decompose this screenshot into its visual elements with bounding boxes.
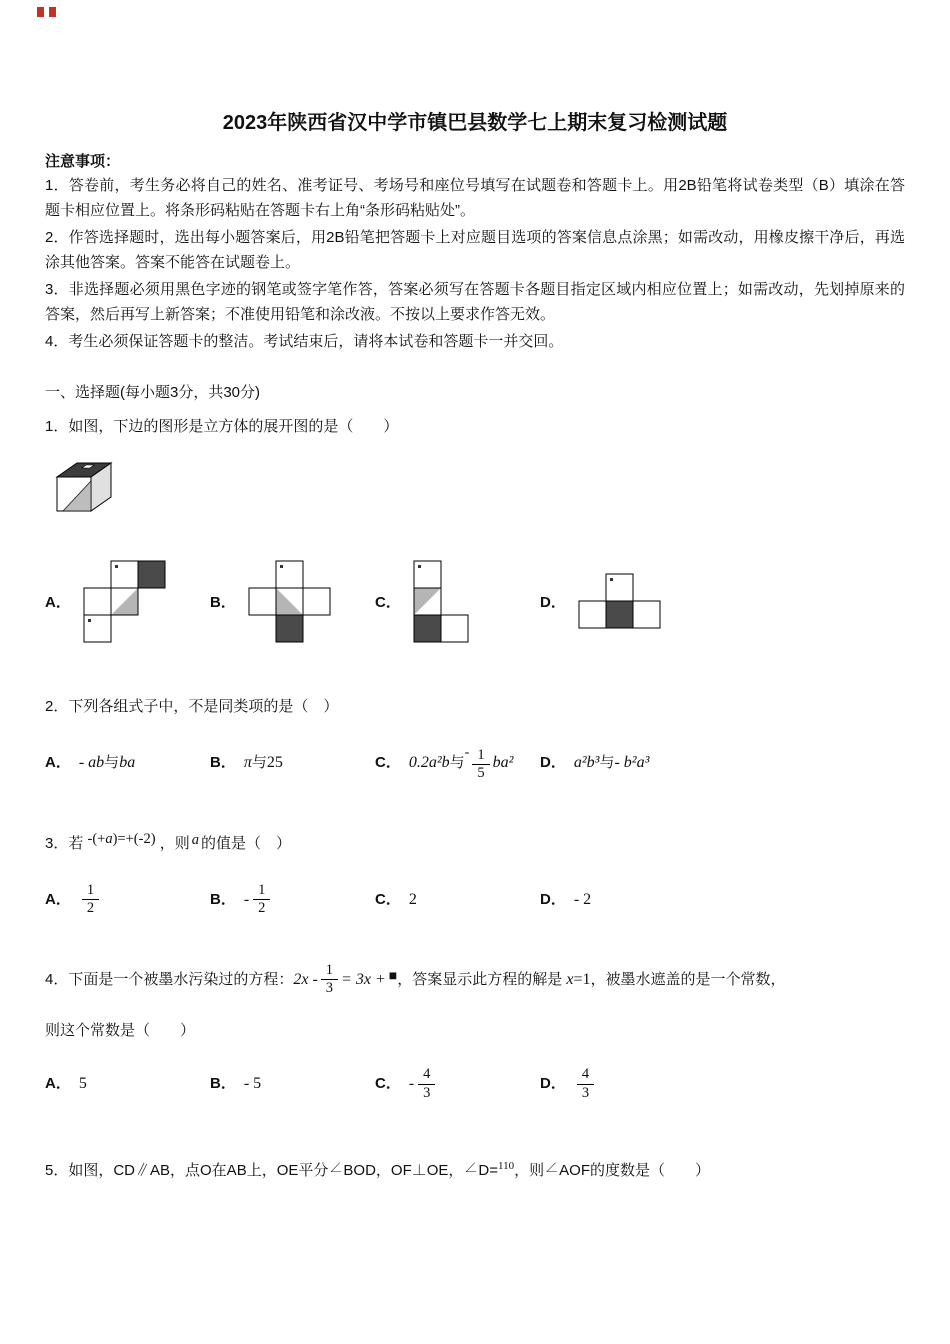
fraction-numerator: 1 xyxy=(321,962,338,980)
q4-mid1: ，答案显示此方程的解是 xyxy=(397,970,563,988)
q4-pre: 4．下面是一个被墨水污染过的方程： xyxy=(45,970,294,988)
red-mark-icon xyxy=(49,7,56,17)
q2-option-d-label: D． xyxy=(540,754,566,771)
question-3-text xyxy=(45,827,905,856)
question-4-options xyxy=(45,1066,905,1102)
notice-item-4: 4．考生必须保证答题卡的整洁。考试结束后，请将本试卷和答题卡一并交回。 xyxy=(45,333,564,350)
q3-option-a-label: A． xyxy=(45,890,71,908)
q3-option-c-value: 2 xyxy=(408,890,417,908)
q3-option-d-value: - 2 xyxy=(573,890,592,908)
q3-expression xyxy=(88,830,156,847)
section-1-heading: 一、选择题(每小题3分，共30分) xyxy=(45,384,261,401)
q2-option-c-fraction xyxy=(472,747,489,783)
question-2-text: 2．下列各组式子中，不是同类项的是（ ） xyxy=(45,698,339,715)
q5-run5: AOF的度数是（ ） xyxy=(559,1162,710,1180)
angle-icon: ∠ xyxy=(464,1160,478,1176)
angle-icon: ∠ xyxy=(545,1160,559,1176)
fraction-numerator: 1 xyxy=(253,882,270,900)
q2-option-c-post: ba² xyxy=(492,754,514,771)
notice-item-1: 1．答卷前，考生务必将自己的姓名、准考证号、考场号和座位号填写在试题卷和答题卡上。用2B铅笔将试卷类型（B）填涂在答题卡相应位置上。将条形码粘贴在答题卡右上角“条形码粘贴处”。 xyxy=(45,177,905,219)
question-1-text: 1．如图，下边的图形是立方体的展开图的是（ ） xyxy=(45,418,399,435)
q3-option-a xyxy=(45,882,210,918)
q3-option-d-label: D． xyxy=(540,890,566,908)
q3-expr-part2: )=+(-2) xyxy=(112,830,156,847)
q2-option-c xyxy=(375,745,540,783)
q2-option-a xyxy=(45,751,210,772)
q2-option-b-math1: π xyxy=(243,754,252,771)
ink-blot-icon: ■ xyxy=(388,967,398,984)
notice-item-3: 3．非选择题必须用黑色字迹的钢笔或签字笔作答，答案必须写在答题卡各题目指定区域内相应位置上；如需改动，先划掉原来的答案，然后再写上新答案；不准使用铅笔和涂改液。不按以上要求作答无效。 xyxy=(45,281,905,323)
q3-option-a-fraction xyxy=(82,882,99,918)
q2-option-c-sign: - xyxy=(464,745,470,760)
q2-option-a-math1: - ab xyxy=(78,754,105,771)
q4-option-a-value: 5 xyxy=(78,1075,87,1093)
q4-option-b-value: - 5 xyxy=(243,1075,262,1093)
q4-equation-left: 2x - xyxy=(293,970,318,988)
q4-option-d-fraction xyxy=(577,1066,594,1102)
q2-option-b xyxy=(210,751,375,772)
q2-option-d-math2: - b²a³ xyxy=(614,754,650,771)
q1-option-a xyxy=(45,560,210,643)
q2-option-c-label: C． xyxy=(375,754,401,771)
q2-option-d-math1: a²b³ xyxy=(573,754,600,771)
q3-expr-part1: -(+ xyxy=(87,830,106,847)
cube-figure xyxy=(49,455,905,519)
fraction-numerator: 1 xyxy=(82,882,99,900)
fraction-denominator: 3 xyxy=(423,1084,431,1101)
red-mark-icon xyxy=(37,7,44,17)
q5-degree-value: 110 xyxy=(498,1160,515,1173)
q2-option-c-pre: 0.2a²b xyxy=(408,754,450,771)
q3-expr-var: a xyxy=(105,830,113,847)
q3-option-d xyxy=(540,888,705,909)
q4-solution-eq: =1 xyxy=(573,970,591,988)
question-2-options xyxy=(45,745,905,783)
fraction-denominator: 3 xyxy=(325,979,334,996)
q3-post: 的值是（ ） xyxy=(200,834,291,852)
q2-option-b-label: B． xyxy=(210,754,236,771)
fraction-denominator: 2 xyxy=(86,900,95,917)
net-b-figure xyxy=(248,560,331,643)
q5-run1: 5．如图，CD∥AB，点O在AB上，OE平分 xyxy=(45,1162,329,1180)
q4-option-c-label: C． xyxy=(375,1075,401,1093)
question-3-options xyxy=(45,882,905,918)
net-a-figure xyxy=(83,560,166,643)
notice-item-2: 2．作答选择题时，选出每小题答案后，用2B铅笔把答题卡上对应题目选项的答案信息点涂黑；如需改动，用橡皮擦干净后，再选涂其他答案。答案不能答在试题卷上。 xyxy=(45,229,905,271)
q4-mid2: ，被墨水遮盖的是一个常数， xyxy=(590,970,786,988)
q4-option-d-label: D． xyxy=(540,1075,566,1093)
q3-option-b-label: B． xyxy=(210,890,236,908)
fraction-denominator: 5 xyxy=(477,765,485,782)
q2-option-d xyxy=(540,751,705,772)
q3-variable-a: a xyxy=(191,831,199,848)
notices-section xyxy=(45,150,905,354)
q1-option-d-label: D． xyxy=(540,593,566,611)
q4-option-b-label: B． xyxy=(210,1075,236,1093)
q2-option-c-conj: 与 xyxy=(449,754,465,771)
q5-run4: ，则 xyxy=(514,1162,545,1180)
q1-option-c xyxy=(375,560,540,643)
fraction-denominator: 2 xyxy=(258,900,266,917)
q1-option-b-label: B． xyxy=(210,593,236,611)
q2-option-a-label: A． xyxy=(45,754,71,771)
q4-option-a-label: A． xyxy=(45,1075,71,1093)
notices-heading: 注意事项： xyxy=(45,153,121,170)
q4-option-a xyxy=(45,1072,210,1093)
q2-option-b-conj: 与 xyxy=(251,754,267,771)
q3-pre: 3．若 xyxy=(45,834,84,852)
page-title: 2023年陕西省汉中学市镇巴县数学七上期末复习检测试题 xyxy=(222,112,728,134)
q5-run3: D= xyxy=(478,1162,499,1180)
q4-equation-fraction xyxy=(321,962,338,998)
q4-option-c-sign: - xyxy=(408,1075,415,1093)
q3-option-c xyxy=(375,888,540,909)
net-c-figure xyxy=(413,560,469,643)
fraction-numerator: 4 xyxy=(418,1066,435,1084)
q4-option-c xyxy=(375,1066,540,1102)
q1-option-b xyxy=(210,560,375,643)
q1-option-a-label: A． xyxy=(45,593,71,611)
q2-option-d-conj: 与 xyxy=(599,754,615,771)
q2-option-a-math2: ba xyxy=(119,754,136,771)
question-4-line2: 则这个常数是（ ） xyxy=(45,1022,196,1040)
q3-option-b-sign: - xyxy=(243,890,250,908)
q2-option-b-math2: 25 xyxy=(266,754,283,771)
net-d-figure xyxy=(578,573,661,629)
cube-drawing xyxy=(49,455,119,519)
fraction-numerator: 1 xyxy=(472,747,489,765)
q3-option-c-label: C． xyxy=(375,890,401,908)
q3-option-b xyxy=(210,882,375,918)
q1-option-c-label: C． xyxy=(375,593,401,611)
q4-option-c-fraction xyxy=(418,1066,435,1102)
fraction-numerator: 4 xyxy=(577,1066,594,1084)
angle-icon: ∠ xyxy=(329,1160,343,1176)
q3-option-b-fraction xyxy=(253,882,270,918)
q4-equation-right: = 3x + xyxy=(341,970,386,988)
q1-option-d xyxy=(540,573,705,629)
red-corner-marks xyxy=(37,7,56,17)
question-5-text xyxy=(45,1154,905,1183)
question-1-options xyxy=(45,551,905,651)
q2-option-a-conj: 与 xyxy=(104,754,120,771)
fraction-denominator: 3 xyxy=(581,1084,590,1101)
q5-run2: BOD，OF⊥OE， xyxy=(343,1162,464,1180)
q4-option-b xyxy=(210,1072,375,1093)
q4-option-d xyxy=(540,1066,705,1102)
question-4-text xyxy=(45,962,905,998)
q3-mid: ，则 xyxy=(159,834,190,852)
q4-solution-var: x xyxy=(566,970,574,988)
